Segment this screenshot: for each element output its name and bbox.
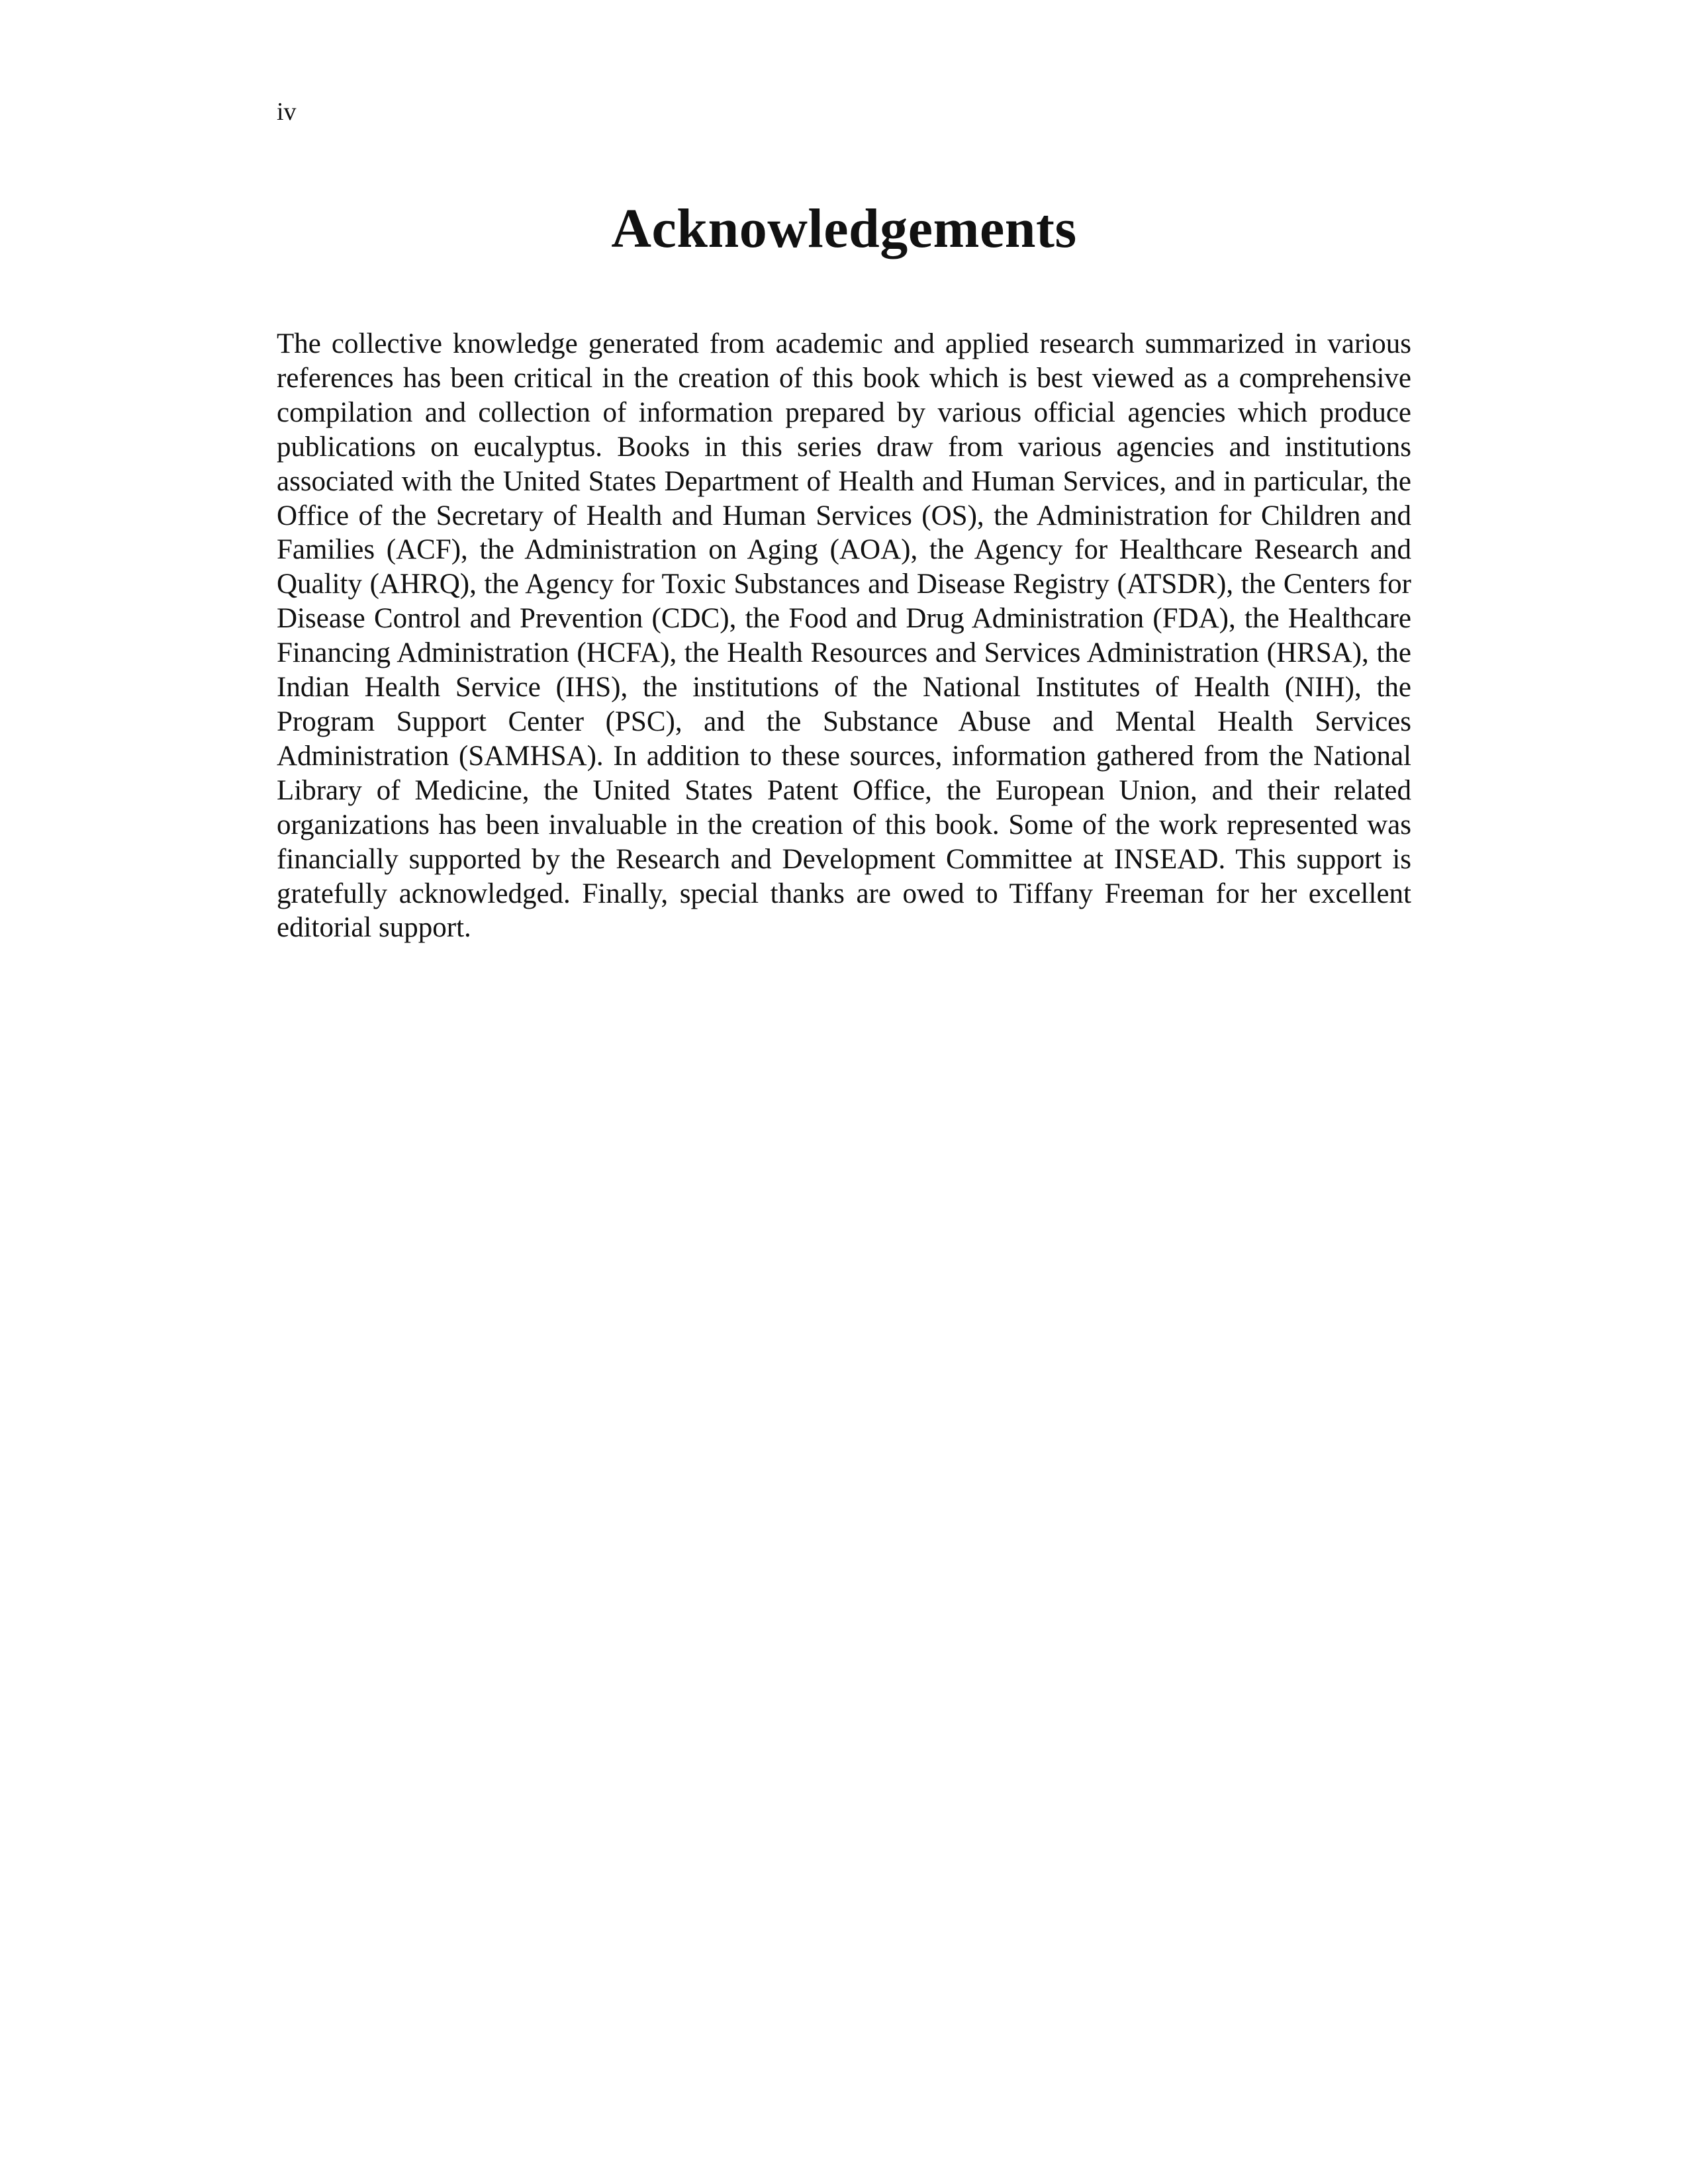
page-title: Acknowledgements <box>611 198 1077 259</box>
page-number: iv <box>277 98 297 126</box>
acknowledgements-paragraph: The collective knowledge generated from academic and applied research summarized in various references has been critical in the creation of this book which is best viewed as a comprehensive compilation and collection of information prepared by various official agencies which produce publications on eucalyptus. Books in this series draw from various agencies and institutions associated with the United States Department of Health and Human Services, and in particular, the Office of the Secretary of Health and Human Services (OS), the Administration for Children and Families (ACF), the Administration on Aging (AOA), the Agency for Healthcare Research and Quality (AHRQ), the Agency for Toxic Substances and Disease Registry (ATSDR), the Centers for Disease Control and Prevention (CDC), the Food and Drug Administration (FDA), the Healthcare Financing Administration (HCFA), the Health Resources and Services Administration (HRSA), the Indian Health Service (IHS), the institutions of the National Institutes of Health (NIH), the Program Support Center (PSC), and the Substance Abuse and Mental Health Services Administration (SAMHSA). In addition to these sources, information gathered from the National Library of Medicine, the United States Patent Office, the European Union, and their related organizations has been invaluable in the creation of this book. Some of the work represented was financially supported by the Research and Development Committee at INSEAD. This support is gratefully acknowledged. Finally, special thanks are owed to Tiffany Freeman for her excellent editorial support. <box>277 328 1411 944</box>
